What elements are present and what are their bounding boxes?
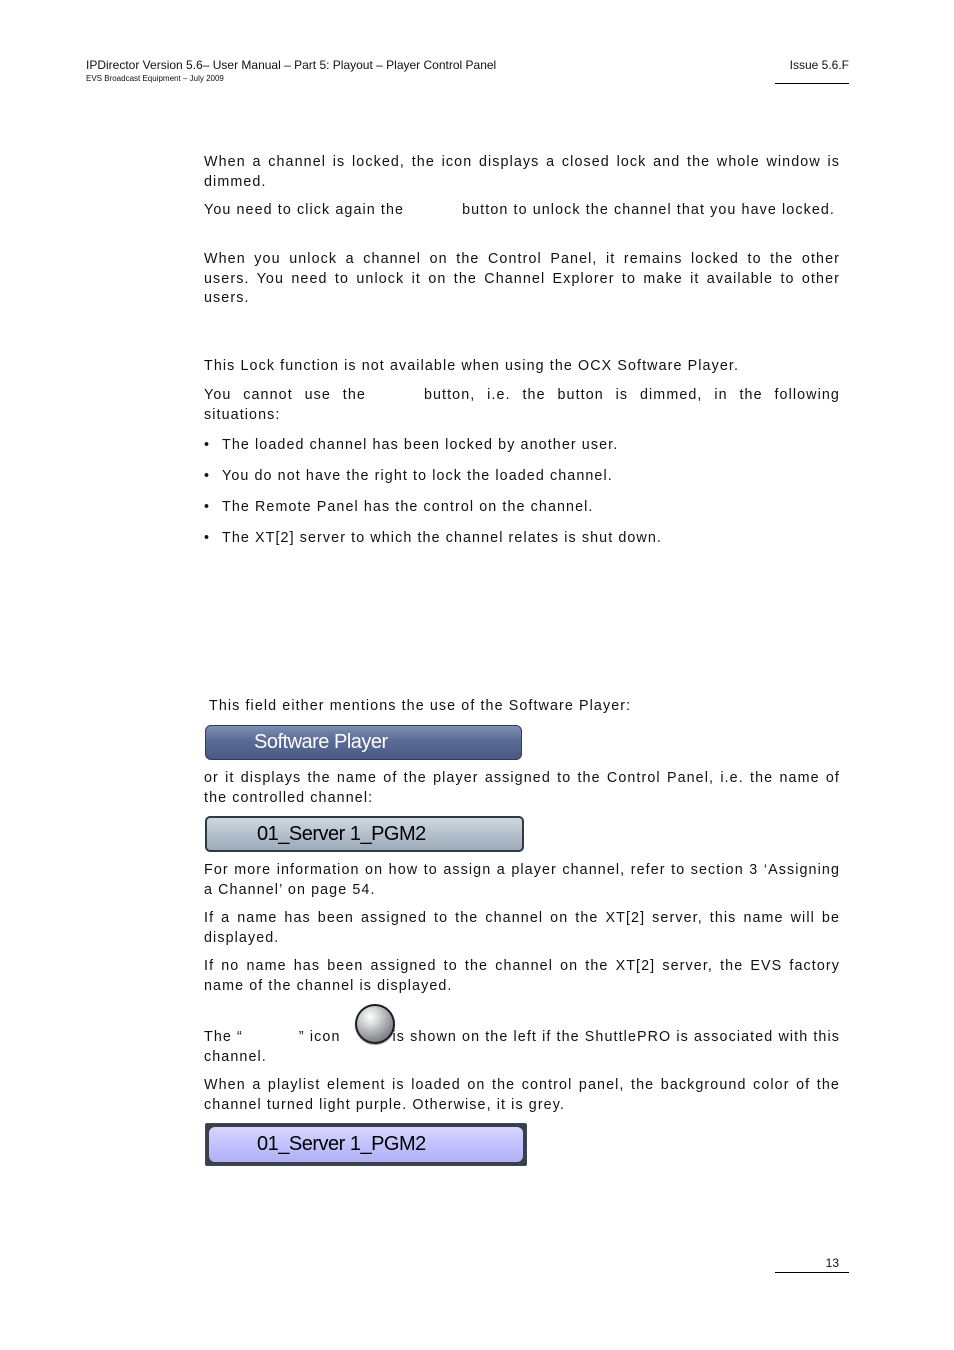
paragraph-field-intro: This field either mentions the use of the Software Player: [209, 698, 632, 714]
paragraph-cannot-use [204, 386, 840, 425]
list-item: • The loaded channel has been locked by another user. [204, 437, 619, 453]
header-issue: Issue 5.6.F [789, 58, 849, 72]
paragraph-player-name: or it displays the name of the player assigned to the Control Panel, i.e. the name of the controlled channel: [204, 770, 840, 806]
header-rule [775, 83, 849, 84]
list-item: • The XT[2] server to which the channel relates is shut down. [204, 530, 662, 546]
paragraph-no-name: If no name has been assigned to the channel on the XT[2] server, the EVS factory name of the channel is displayed. [204, 958, 840, 994]
text-fragment: button, i.e. the button is dimmed, in the following situations: [204, 387, 840, 423]
channel-name-label: 01_Server 1_PGM2 [209, 1127, 523, 1162]
paragraph-more-info: For more information on how to assign a player channel, refer to section 3 ‘Assigning a Channel’ on page 54. [204, 862, 840, 898]
list-item: • You do not have the right to lock the loaded channel. [204, 468, 613, 484]
text-fragment: is shown on the left if the ShuttlePRO is associated with this channel. [204, 1029, 841, 1065]
shuttlepro-knob-icon [355, 1004, 395, 1044]
paragraph-unlock-instruction [204, 201, 840, 221]
text-fragment: You need to click again the [204, 202, 405, 218]
header-title: IPDirector Version 5.6– User Manual – Part 5: Playout – Player Control Panel [86, 58, 497, 72]
paragraph-purple-background: When a playlist element is loaded on the control panel, the background color of the channel turned light purple. Otherwise, it is grey. [204, 1077, 840, 1113]
software-player-field: Software Player [205, 725, 522, 760]
text-fragment: The “ [204, 1029, 243, 1045]
text-fragment: button to unlock the channel that you have locked. [462, 202, 836, 218]
channel-name-field: 01_Server 1_PGM2 [205, 816, 524, 852]
list-item: • The Remote Panel has the control on the channel. [204, 499, 594, 515]
footer-rule [775, 1272, 849, 1273]
text-fragment: You cannot use the [204, 387, 366, 403]
paragraph-locked-state: When a channel is locked, the icon displays a closed lock and the whole window is dimmed. [204, 154, 840, 190]
page-header [86, 58, 496, 84]
paragraph-name-assigned: If a name has been assigned to the channel on the XT[2] server, this name will be displayed. [204, 910, 840, 946]
page-number: 13 [825, 1256, 839, 1270]
paragraph-ocx-note: This Lock function is not available when using the OCX Software Player. [204, 358, 740, 374]
header-subtitle: EVS Broadcast Equipment – July 2009 [86, 74, 224, 83]
text-fragment: ” icon [298, 1029, 341, 1045]
paragraph-shuttle-icon [204, 1028, 840, 1067]
paragraph-unlock-other-users: When you unlock a channel on the Control Panel, it remains locked to the other users. You need to unlock it on the Channel Explorer to make it available to other users. [204, 251, 840, 306]
channel-name-field-loaded [205, 1123, 527, 1166]
